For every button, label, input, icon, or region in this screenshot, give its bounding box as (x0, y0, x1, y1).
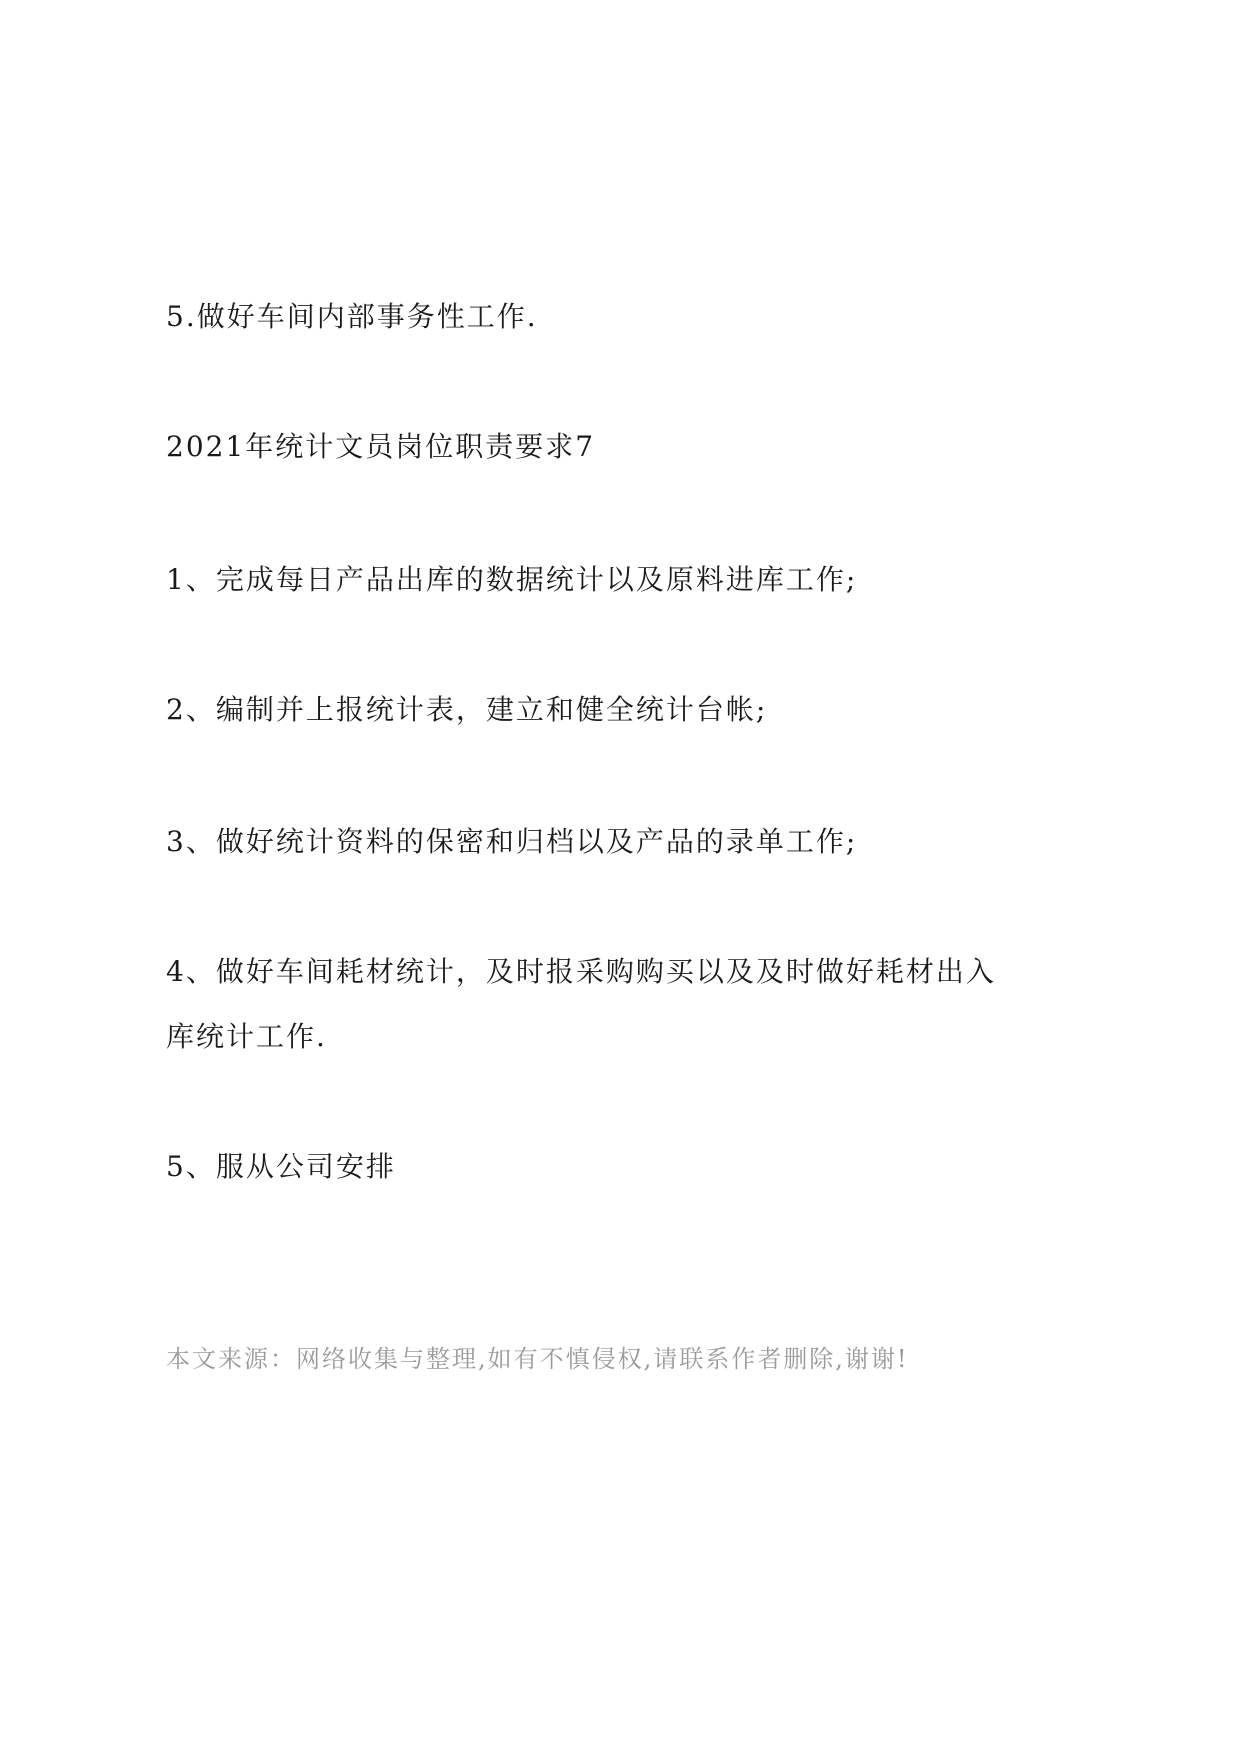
paragraph-item-5-workshop: 5.做好车间内部事务性工作. (166, 300, 538, 333)
paragraph-item-5: 5、服从公司安排 (166, 1150, 396, 1183)
paragraph-item-3: 3、做好统计资料的保密和归档以及产品的录单工作; (166, 825, 858, 858)
section-heading: 2021年统计文员岗位职责要求7 (166, 430, 596, 463)
paragraph-item-1: 1、完成每日产品出库的数据统计以及原料进库工作; (166, 563, 858, 596)
source-disclaimer: 本文来源：网络收集与整理,如有不慎侵权,请联系作者删除,谢谢! (166, 1345, 909, 1373)
paragraph-item-2: 2、编制并上报统计表，建立和健全统计台帐; (166, 693, 768, 726)
paragraph-item-4-line-2: 库统计工作. (166, 1020, 327, 1053)
paragraph-item-4-line-1: 4、做好车间耗材统计，及时报采购购买以及及时做好耗材出入 (166, 955, 996, 988)
